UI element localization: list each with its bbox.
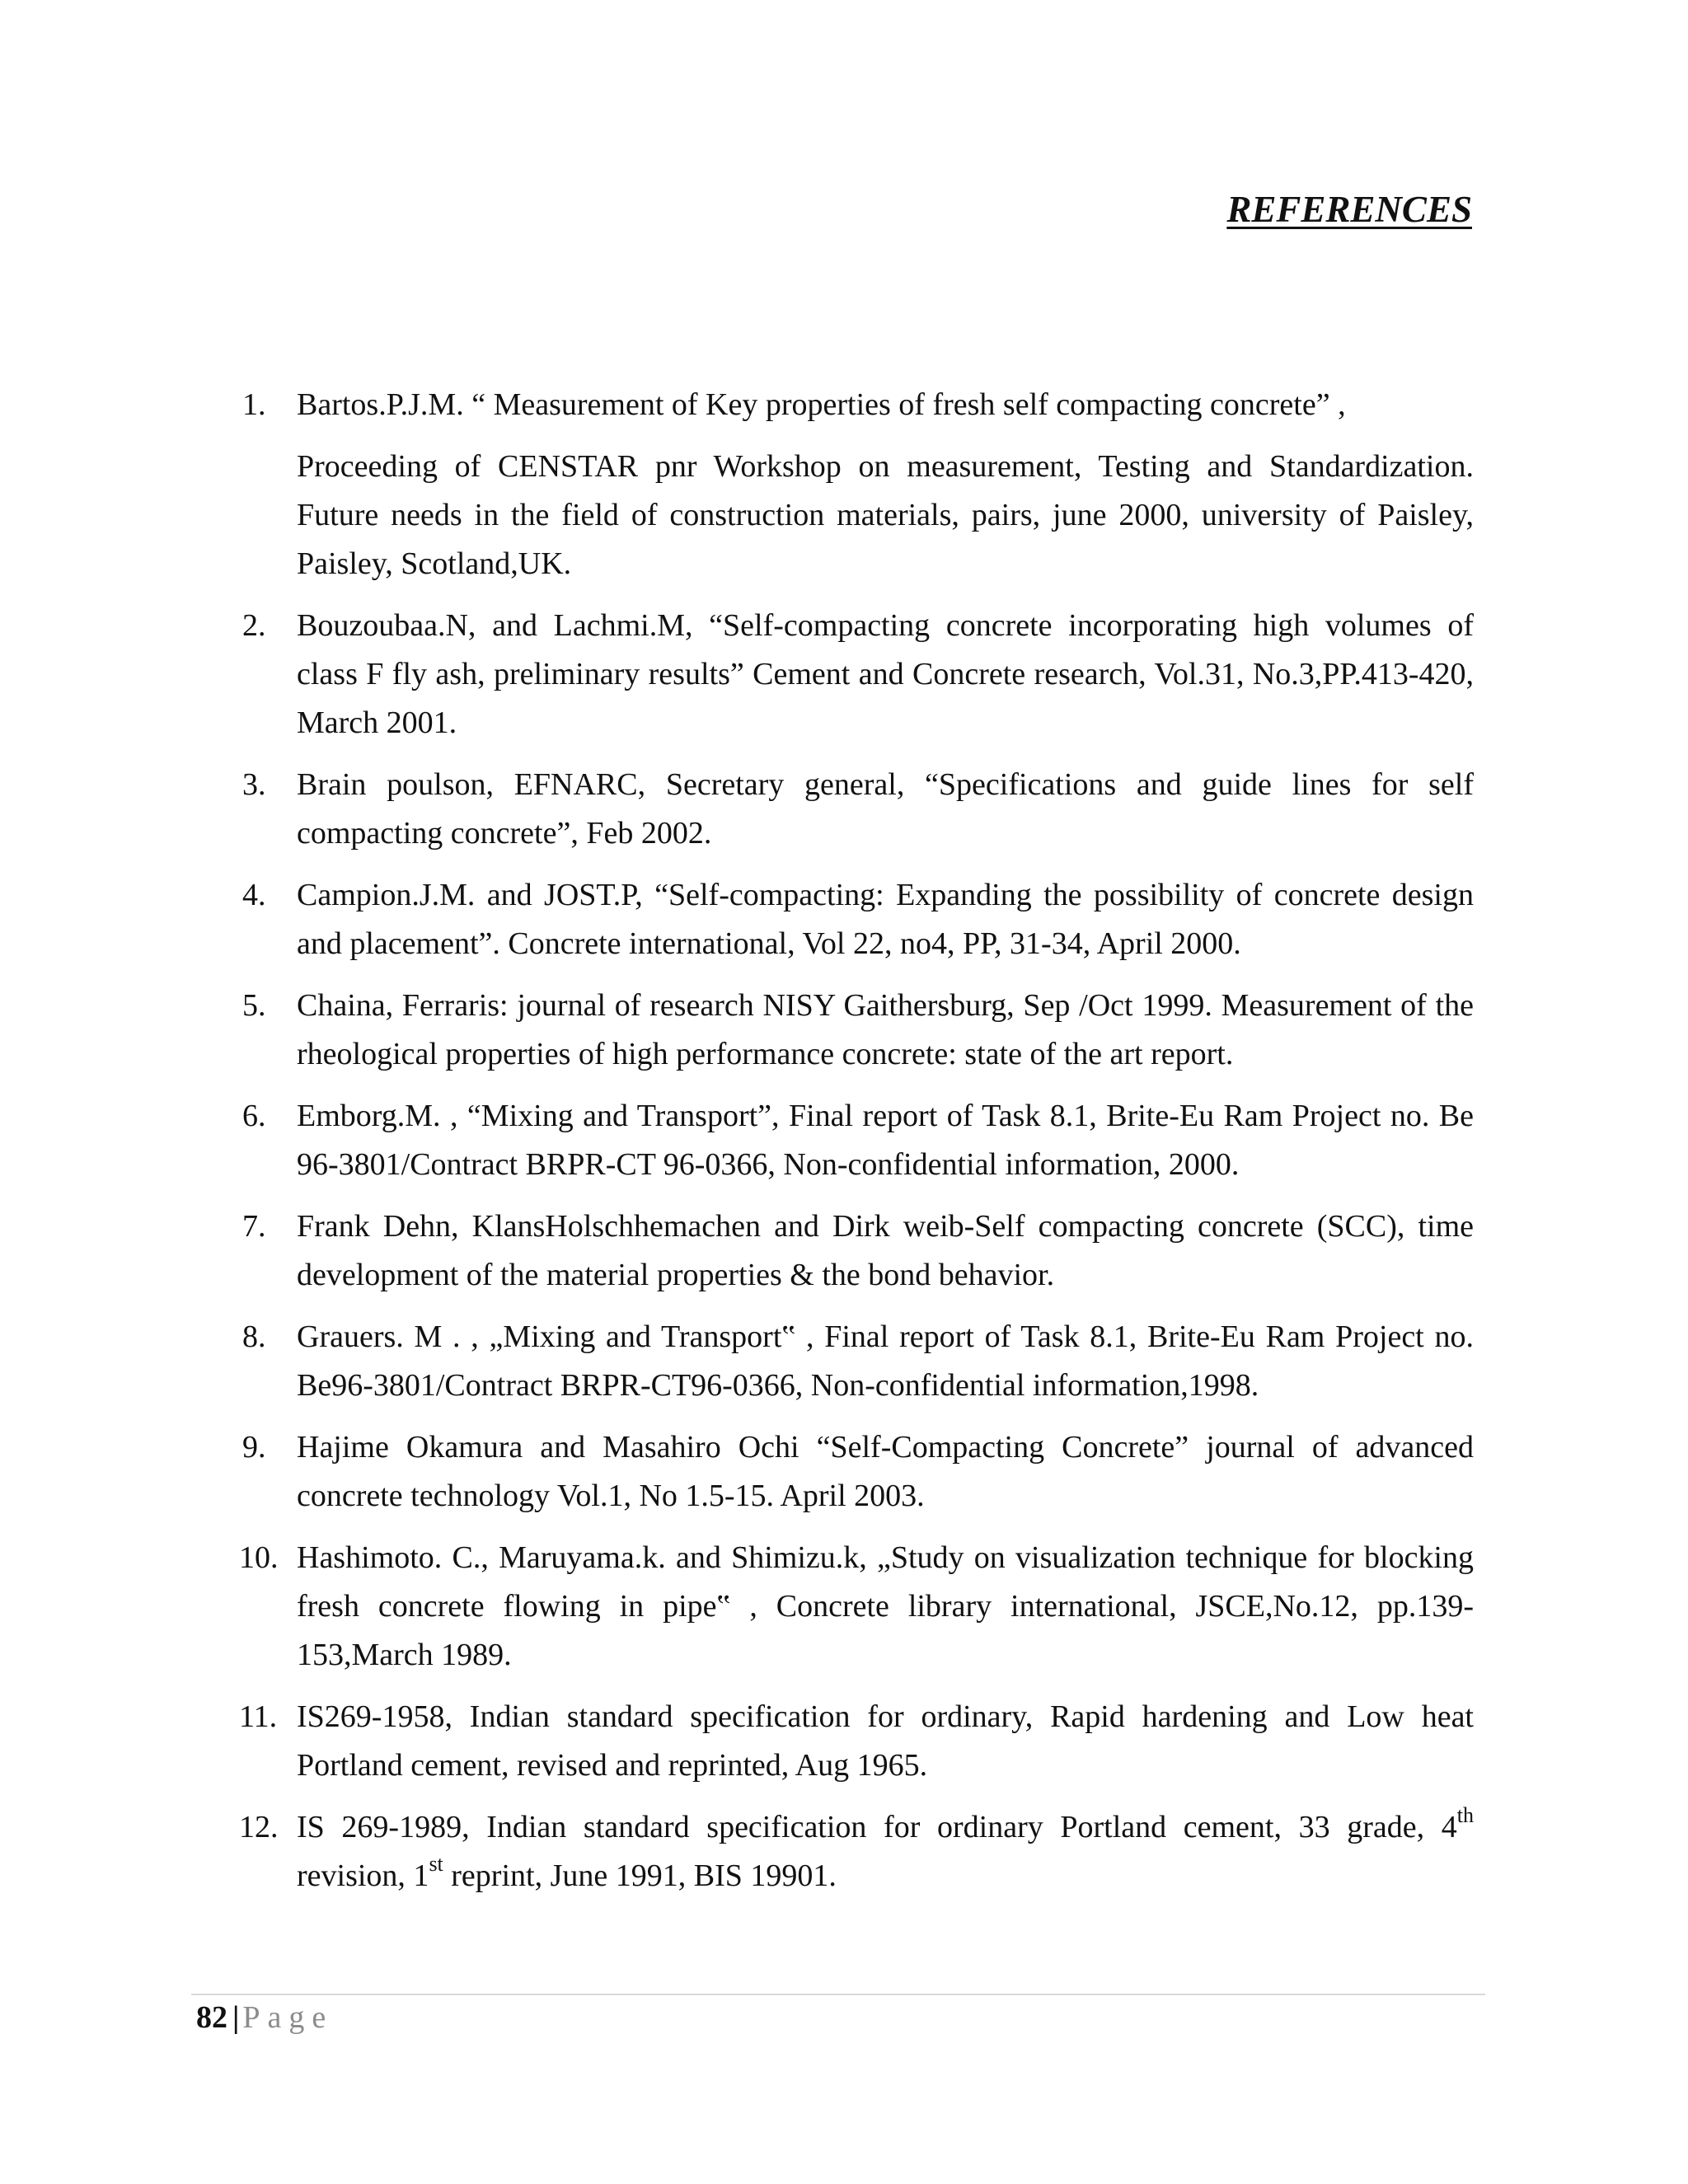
- page-title: REFERENCES: [1226, 189, 1472, 230]
- reference-lead-text: Bartos.P.J.M. “ Measurement of Key properties of fresh self compacting concrete” ,: [297, 387, 1346, 422]
- reference-text: Emborg.M. , “Mixing and Transport”, Final report of Task 8.1, Brite-Eu Ram Project no. Be 96-3801/Contract BRPR-CT 96-0366, Non-confidential information, 2000.: [297, 1099, 1474, 1182]
- ordinal-suffix: th: [1456, 1803, 1474, 1827]
- reference-text: Bouzoubaa.N, and Lachmi.M, “Self-compacting concrete incorporating high volumes of class F fly ash, preliminary results” Cement and Concrete research, Vol.31, No.3,PP.413-420, March 2001.: [297, 608, 1474, 740]
- reference-number: 11.: [239, 1699, 278, 1734]
- reference-number: 8.: [242, 1319, 266, 1354]
- reference-text: Grauers. M . , „Mixing and Transport‟ , Final report of Task 8.1, Brite-Eu Ram Project no. Be96-3801/Contract BRPR-CT96-0366, Non-confidential information,1998.: [297, 1319, 1474, 1403]
- reference-text: revision, 1: [297, 1858, 429, 1893]
- reference-text: Proceeding of CENSTAR pnr Workshop on measurement, Testing and Standardization. Future needs in the field of construction materials, pairs, june 2000, university of Paisley, Paisley, Scotland,UK.: [297, 449, 1474, 581]
- page-number: 82: [196, 2000, 227, 2035]
- footer-divider: [191, 1994, 1485, 1995]
- reference-number: 1.: [242, 387, 266, 422]
- reference-item: [239, 1803, 1474, 1900]
- reference-item: [242, 1092, 1474, 1189]
- reference-text: reprint, June 1991, BIS 19901.: [443, 1858, 837, 1893]
- reference-text: Hajime Okamura and Masahiro Ochi “Self-Compacting Concrete” journal of advanced concrete technology Vol.1, No 1.5-15. April 2003.: [297, 1430, 1474, 1513]
- reference-number: 5.: [242, 988, 266, 1023]
- reference-number: 2.: [242, 608, 266, 643]
- reference-text: IS 269-1989, Indian standard specification for ordinary Portland cement, 33 grade, 4: [297, 1810, 1457, 1844]
- footer-separator: |: [232, 2000, 240, 2035]
- reference-item: [242, 1313, 1474, 1410]
- page-footer: [196, 1998, 333, 2037]
- reference-item: [242, 381, 1474, 588]
- reference-item: [242, 1423, 1474, 1521]
- page-label: Page: [242, 2000, 334, 2035]
- reference-number: 6.: [242, 1099, 266, 1133]
- reference-text: IS269-1958, Indian standard specification for ordinary, Rapid hardening and Low heat Portland cement, revised and reprinted, Aug 1965.: [297, 1699, 1474, 1783]
- reference-number: 10.: [239, 1540, 279, 1575]
- reference-item: [242, 871, 1474, 968]
- reference-number: 3.: [242, 767, 266, 802]
- reference-number: 4.: [242, 878, 266, 912]
- reference-item: [239, 1534, 1474, 1680]
- reference-text: Brain poulson, EFNARC, Secretary general, “Specifications and guide lines for self compacting concrete”, Feb 2002.: [297, 767, 1474, 851]
- reference-number: 7.: [242, 1209, 266, 1244]
- reference-list: [239, 381, 1474, 1914]
- reference-text: Frank Dehn, KlansHolschhemachen and Dirk weib-Self compacting concrete (SCC), time development of the material properties & the bond behavior.: [297, 1209, 1474, 1292]
- reference-number: 9.: [242, 1430, 266, 1465]
- reference-item: [242, 1202, 1474, 1300]
- reference-item: [239, 1693, 1474, 1790]
- reference-item: [242, 982, 1474, 1079]
- reference-text: Chaina, Ferraris: journal of research NISY Gaithersburg, Sep /Oct 1999. Measurement of the rheological properties of high performance concrete: state of the art report.: [297, 988, 1474, 1071]
- reference-item: [242, 761, 1474, 858]
- reference-text: Campion.J.M. and JOST.P, “Self-compacting: Expanding the possibility of concrete design and placement”. Concrete international, Vol 22, no4, PP, 31-34, April 2000.: [297, 878, 1474, 961]
- reference-item: [242, 602, 1474, 748]
- ordinal-suffix: st: [429, 1852, 443, 1876]
- reference-number: 12.: [239, 1810, 279, 1844]
- reference-text: Hashimoto. C., Maruyama.k. and Shimizu.k, „Study on visualization technique for blocking fresh concrete flowing in pipe‟ , Concrete library international, JSCE,No.12, pp.139-153,March 1989.: [297, 1540, 1474, 1672]
